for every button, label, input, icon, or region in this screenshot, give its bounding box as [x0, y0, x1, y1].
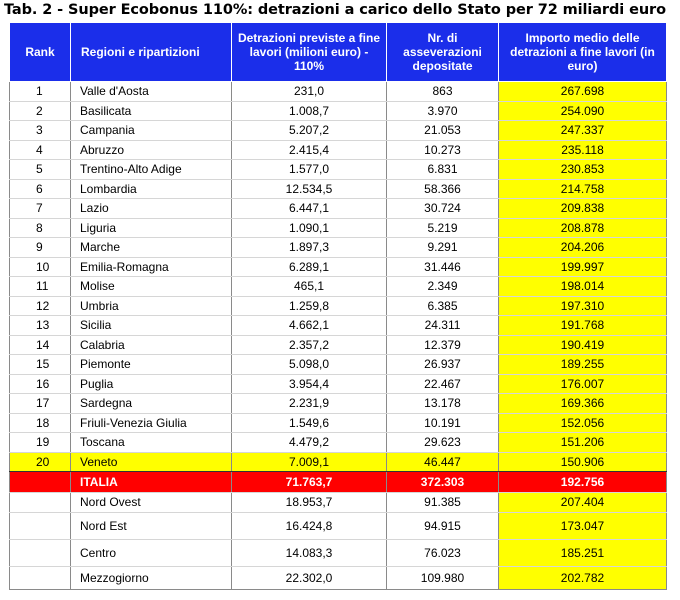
region-cell: Mezzogiorno [71, 566, 232, 589]
rank-cell [10, 493, 71, 513]
average-cell: 235.118 [499, 140, 667, 160]
certifications-cell: 26.937 [387, 355, 499, 375]
average-cell: 185.251 [499, 539, 667, 566]
certifications-cell: 10.191 [387, 413, 499, 433]
average-cell: 199.997 [499, 257, 667, 277]
average-cell: 150.906 [499, 452, 667, 472]
table-row [10, 140, 667, 160]
rank-cell: 20 [10, 452, 71, 472]
rank-cell: 18 [10, 413, 71, 433]
table-row [10, 413, 667, 433]
average-cell: 198.014 [499, 277, 667, 297]
table-row [10, 335, 667, 355]
table-row [10, 452, 667, 472]
certifications-cell: 109.980 [387, 566, 499, 589]
table-row [10, 199, 667, 219]
average-cell: 247.337 [499, 121, 667, 141]
rank-cell: 11 [10, 277, 71, 297]
region-cell: Molise [71, 277, 232, 297]
deductions-cell: 1.259,8 [232, 296, 387, 316]
ecobonus-table [9, 22, 667, 590]
table-row [10, 394, 667, 414]
region-cell: ITALIA [71, 472, 232, 493]
rank-cell: 12 [10, 296, 71, 316]
average-cell: 207.404 [499, 493, 667, 513]
region-cell: Valle d'Aosta [71, 82, 232, 102]
table-row [10, 277, 667, 297]
certifications-cell: 12.379 [387, 335, 499, 355]
deductions-cell: 4.479,2 [232, 433, 387, 453]
region-cell: Calabria [71, 335, 232, 355]
rank-cell: 9 [10, 238, 71, 258]
table-row [10, 179, 667, 199]
average-cell: 190.419 [499, 335, 667, 355]
rank-cell: 10 [10, 257, 71, 277]
table-row [10, 316, 667, 336]
average-cell: 197.310 [499, 296, 667, 316]
table-row [10, 257, 667, 277]
area-row [10, 493, 667, 513]
deductions-cell: 22.302,0 [232, 566, 387, 589]
header-rank: Rank [10, 23, 71, 82]
region-cell: Sardegna [71, 394, 232, 414]
average-cell: 189.255 [499, 355, 667, 375]
certifications-cell: 58.366 [387, 179, 499, 199]
rank-cell [10, 566, 71, 589]
average-cell: 202.782 [499, 566, 667, 589]
rank-cell: 16 [10, 374, 71, 394]
average-cell: 254.090 [499, 101, 667, 121]
deductions-cell: 1.090,1 [232, 218, 387, 238]
rank-cell [10, 539, 71, 566]
rank-cell: 15 [10, 355, 71, 375]
average-cell: 208.878 [499, 218, 667, 238]
certifications-cell: 10.273 [387, 140, 499, 160]
region-cell: Campania [71, 121, 232, 141]
region-cell: Umbria [71, 296, 232, 316]
table-row [10, 101, 667, 121]
region-cell: Piemonte [71, 355, 232, 375]
deductions-cell: 1.897,3 [232, 238, 387, 258]
deductions-cell: 2.231,9 [232, 394, 387, 414]
area-row [10, 512, 667, 539]
certifications-cell: 5.219 [387, 218, 499, 238]
header-deductions: Detrazioni previste a fine lavori (milioni euro) - 110% [232, 23, 387, 82]
deductions-cell: 12.534,5 [232, 179, 387, 199]
table-row [10, 433, 667, 453]
average-cell: 192.756 [499, 472, 667, 493]
rank-cell: 17 [10, 394, 71, 414]
deductions-cell: 465,1 [232, 277, 387, 297]
region-cell: Nord Ovest [71, 493, 232, 513]
average-cell: 169.366 [499, 394, 667, 414]
region-cell: Sicilia [71, 316, 232, 336]
average-cell: 151.206 [499, 433, 667, 453]
rank-cell: 4 [10, 140, 71, 160]
deductions-cell: 2.415,4 [232, 140, 387, 160]
certifications-cell: 76.023 [387, 539, 499, 566]
table-row [10, 355, 667, 375]
area-row [10, 539, 667, 566]
average-cell: 267.698 [499, 82, 667, 102]
deductions-cell: 71.763,7 [232, 472, 387, 493]
header-row [10, 23, 667, 82]
average-cell: 176.007 [499, 374, 667, 394]
region-cell: Centro [71, 539, 232, 566]
header-region: Regioni e ripartizioni [71, 23, 232, 82]
region-cell: Toscana [71, 433, 232, 453]
certifications-cell: 6.385 [387, 296, 499, 316]
rank-cell: 1 [10, 82, 71, 102]
average-cell: 191.768 [499, 316, 667, 336]
certifications-cell: 46.447 [387, 452, 499, 472]
table-row [10, 218, 667, 238]
rank-cell: 7 [10, 199, 71, 219]
rank-cell [10, 512, 71, 539]
certifications-cell: 3.970 [387, 101, 499, 121]
table-row [10, 374, 667, 394]
deductions-cell: 1.008,7 [232, 101, 387, 121]
certifications-cell: 29.623 [387, 433, 499, 453]
rank-cell: 8 [10, 218, 71, 238]
average-cell: 230.853 [499, 160, 667, 180]
deductions-cell: 7.009,1 [232, 452, 387, 472]
deductions-cell: 1.549,6 [232, 413, 387, 433]
certifications-cell: 6.831 [387, 160, 499, 180]
rank-cell: 13 [10, 316, 71, 336]
deductions-cell: 3.954,4 [232, 374, 387, 394]
deductions-cell: 16.424,8 [232, 512, 387, 539]
rank-cell: 5 [10, 160, 71, 180]
certifications-cell: 2.349 [387, 277, 499, 297]
region-cell: Veneto [71, 452, 232, 472]
certifications-cell: 30.724 [387, 199, 499, 219]
rank-cell: 14 [10, 335, 71, 355]
region-cell: Emilia-Romagna [71, 257, 232, 277]
region-cell: Lombardia [71, 179, 232, 199]
region-cell: Trentino-Alto Adige [71, 160, 232, 180]
deductions-cell: 2.357,2 [232, 335, 387, 355]
certifications-cell: 9.291 [387, 238, 499, 258]
deductions-cell: 1.577,0 [232, 160, 387, 180]
table-row [10, 121, 667, 141]
header-certifications: Nr. di asseverazioni depositate [387, 23, 499, 82]
certifications-cell: 372.303 [387, 472, 499, 493]
table-title: Tab. 2 - Super Ecobonus 110%: detrazioni a carico dello Stato per 72 miliardi euro [4, 2, 666, 18]
region-cell: Friuli-Venezia Giulia [71, 413, 232, 433]
rank-cell: 2 [10, 101, 71, 121]
deductions-cell: 4.662,1 [232, 316, 387, 336]
region-cell: Lazio [71, 199, 232, 219]
region-cell: Liguria [71, 218, 232, 238]
deductions-cell: 14.083,3 [232, 539, 387, 566]
deductions-cell: 6.447,1 [232, 199, 387, 219]
certifications-cell: 91.385 [387, 493, 499, 513]
average-cell: 152.056 [499, 413, 667, 433]
region-cell: Marche [71, 238, 232, 258]
certifications-cell: 24.311 [387, 316, 499, 336]
table-row [10, 238, 667, 258]
deductions-cell: 231,0 [232, 82, 387, 102]
certifications-cell: 863 [387, 82, 499, 102]
region-cell: Basilicata [71, 101, 232, 121]
deductions-cell: 18.953,7 [232, 493, 387, 513]
average-cell: 214.758 [499, 179, 667, 199]
certifications-cell: 94.915 [387, 512, 499, 539]
header-average: Importo medio delle detrazioni a fine lavori (in euro) [499, 23, 667, 82]
certifications-cell: 13.178 [387, 394, 499, 414]
certifications-cell: 21.053 [387, 121, 499, 141]
table-row [10, 160, 667, 180]
rank-cell: 6 [10, 179, 71, 199]
region-cell: Abruzzo [71, 140, 232, 160]
average-cell: 173.047 [499, 512, 667, 539]
table-row [10, 82, 667, 102]
region-cell: Nord Est [71, 512, 232, 539]
deductions-cell: 5.207,2 [232, 121, 387, 141]
deductions-cell: 5.098,0 [232, 355, 387, 375]
rank-cell [10, 472, 71, 493]
rank-cell: 19 [10, 433, 71, 453]
total-row [10, 472, 667, 493]
deductions-cell: 6.289,1 [232, 257, 387, 277]
area-row [10, 566, 667, 589]
average-cell: 204.206 [499, 238, 667, 258]
table-row [10, 296, 667, 316]
average-cell: 209.838 [499, 199, 667, 219]
certifications-cell: 22.467 [387, 374, 499, 394]
region-cell: Puglia [71, 374, 232, 394]
rank-cell: 3 [10, 121, 71, 141]
certifications-cell: 31.446 [387, 257, 499, 277]
